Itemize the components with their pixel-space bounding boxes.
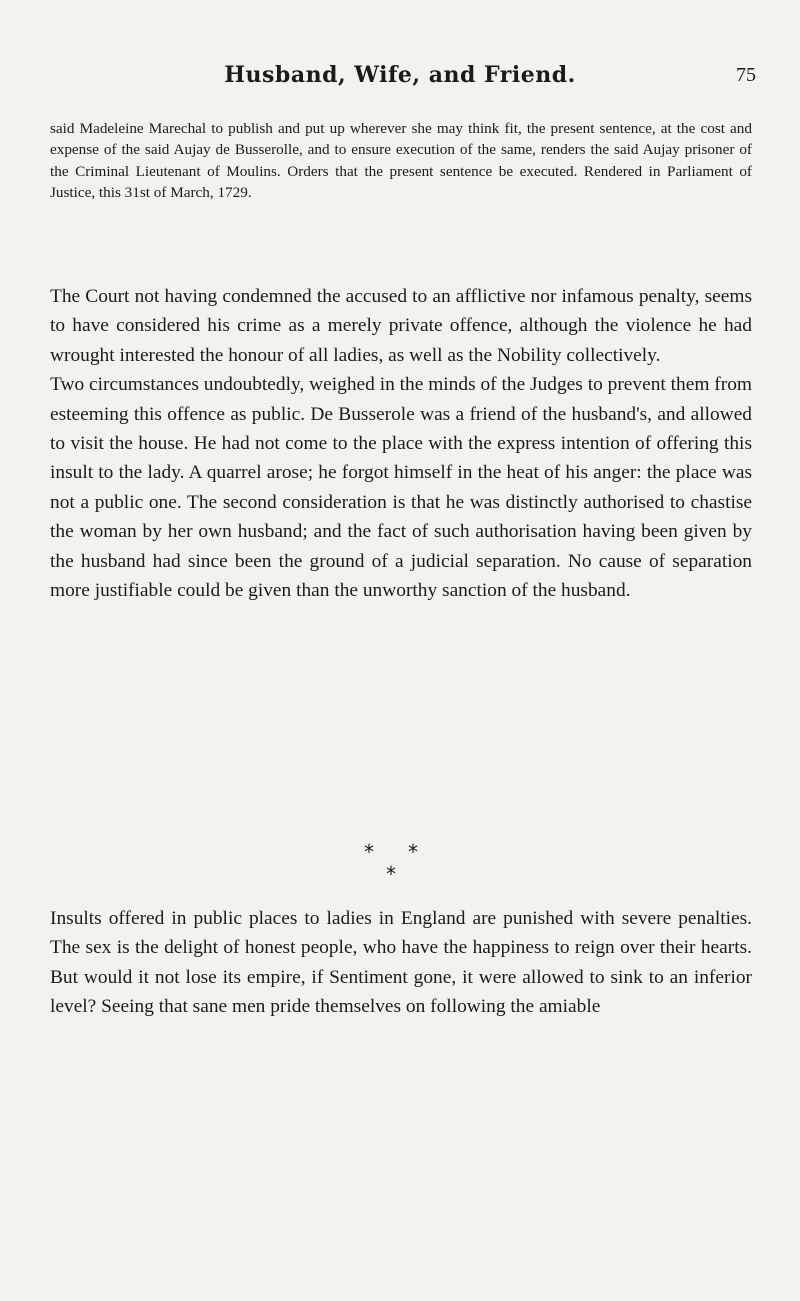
asterism-divider — [0, 840, 800, 892]
paragraph: The Court not having condemned the accused to an afflictive nor infamous penalty, seems to have considered his crime as a merely private offence, although the violence he had wrought interested the honour of all ladies, as well as the Nobility collectively. — [50, 286, 752, 366]
running-head — [0, 58, 800, 98]
paragraph: Insults offered in public places to ladies in England are punished with severe penalties. The sex is the delight of honest people, who have the happiness to reign over their hearts. But would it not lose its empire, if Sentiment gone, it were allowed to sink to an inferior level? Seeing that sane men pride themselves on following the amiable — [50, 908, 752, 1018]
quoted-decree — [50, 118, 752, 203]
decree-text: said Madeleine Marechal to publish and put up wherever she may think fit, the present sentence, at the cost and expense of the said Aujay de Busserolle, and to ensure execution of the same, renders the said Aujay prisoner of the Criminal Lieutenant of Moulins. Orders that the present sentence be executed. Rendered in Parliament of Justice, this 31st of March, 1729. — [50, 120, 752, 201]
asterisk: * — [364, 840, 374, 864]
asterisk: * — [408, 840, 418, 864]
body-text — [50, 282, 752, 605]
asterisk: * — [386, 862, 396, 886]
page-number: 75 — [736, 64, 756, 86]
paragraph: Two circumstances undoubtedly, weighed in the minds of the Judges to prevent them from esteeming this offence as public. De Busserole was a friend of the husband's, and allowed to visit the house. He had not come to the place with the express intention of offering this insult to the lady. A quarrel arose; he forgot himself in the heat of his anger: the place was not a public one. The second consideration is that he was distinctly authorised to chastise the woman by her own husband; and the fact of such authorisation having been given by the husband had since been the ground of a judicial separation. No cause of separation more justifiable could be given than the unworthy sanction of the husband. — [50, 374, 752, 602]
running-title: Husband, Wife, and Friend. — [224, 62, 576, 88]
closing-text — [50, 904, 752, 1022]
